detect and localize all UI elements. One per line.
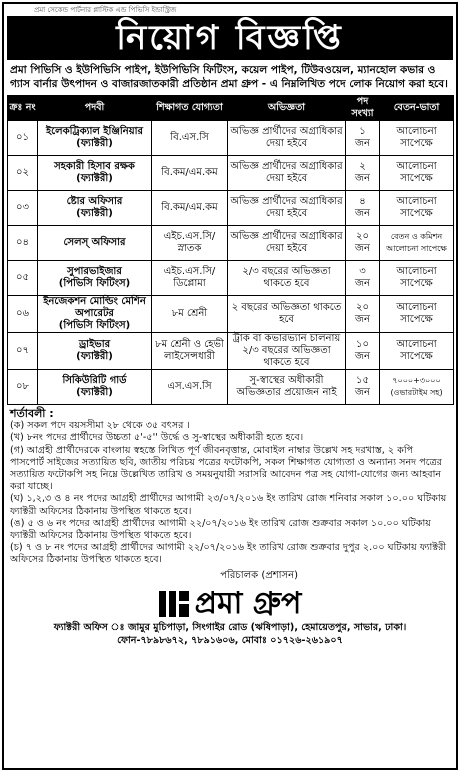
post-unit: জন [355, 278, 370, 289]
cell-count [346, 296, 380, 333]
cell-serial [8, 121, 38, 156]
experience-value: সু-স্বাস্থের অধীকারী অভিজ্ঞতার প্রয়োজন নাই [236, 375, 337, 398]
company-name: প্রমা গ্রুপ [194, 585, 302, 621]
table-row [8, 296, 454, 333]
cell-salary [380, 261, 454, 296]
cell-position [38, 226, 152, 261]
term-item: (গ) আগ্রহী প্রার্থীদেরকে বাংলায় স্বহস্তে লিখিত পূর্ণ জীবনবৃত্তান্ত, মোবাইল নাম্বার উল্লেখ সহ দরখাস্ত, ২ কপি পাসপোর্ট সাইজের সত্যায়িত ছবি, জাতীয় পরিচয় পত্রের ফটোকপি, সকল শিক্ষাগত যোগ্যতা ও অন্যান্য সনদ পত্রের সত্যায়িত ফটোকপি সহ নিম্নে উল্লেখিত তারিখ ও সময়নুযায়ী সরাসরি আবেদন পত্র সহ যোগা-যোগের জন্য আহবান করা যাচ্ছে। [10, 444, 442, 493]
signatory: পরিচালক (প্রশাসন) [220, 569, 298, 581]
position-title: সহকারী হিসাব রক্ষক [54, 161, 135, 172]
cell-count [346, 261, 380, 296]
header-cell-serial: ক্রঃ নং [8, 96, 38, 121]
post-unit: জন [355, 173, 370, 184]
cell-education [152, 296, 228, 333]
serial-number: ০৮ [16, 381, 29, 392]
contact-numbers: ফোন-৭৮৯৮৬৭২, ৭৮৯১৬০৬, মোবাঃ ০১৭২৬-২৬১৯০৭ [117, 634, 343, 646]
cell-position [38, 121, 152, 156]
cell-serial [8, 191, 38, 226]
cell-salary [380, 296, 454, 333]
cell-count [346, 191, 380, 226]
terms-section [4, 405, 456, 567]
salary-value: আলোচনা সাপেক্ষে [396, 266, 437, 289]
header-cell-experience: অভিজ্ঞতা [228, 96, 346, 121]
table-row [8, 156, 454, 191]
salary-value: বেতন ও কমিশন আলোচনা সাপেক্ষে [386, 232, 447, 253]
serial-number: ০৪ [16, 237, 29, 248]
factory-address: ফ্যাক্টরী অফিস ঃ জামুর মুচিপাড়া, সিংগাইর রোড (ঋষিপাড়া), হেমায়েতপুর, সাভার, ঢাকা। [53, 621, 407, 633]
experience-value: ট্রাক বা কভারভ্যান চালনায় ২/৩ বছরের অভিজ্ঞতা থাকতে হবে [232, 333, 341, 368]
serial-number: ০১ [16, 132, 29, 143]
post-unit: জন [355, 314, 370, 325]
position-title: ইনজেকশন মোল্ডিং মেশিন অপারেটর [43, 296, 146, 319]
position-location: (ফ্যাক্টরী) [76, 387, 113, 398]
brand-logo-icon [159, 589, 189, 619]
position-location: (ফ্যাক্টরী) [76, 138, 113, 149]
experience-value: অভিজ্ঞ প্রার্থীদের অগ্রাধিকার দেয়া হইবে [230, 196, 343, 219]
education-value: ৮ম শ্রেনী ও হেভী লাইসেন্সধারী [155, 339, 224, 362]
header-cell-education: শিক্ষাগত যোগ্যতা [152, 96, 228, 121]
education-value: ৮ম শ্রেনী [171, 308, 208, 319]
cell-count [346, 226, 380, 261]
position-location: (ফ্যাক্টরী) [76, 351, 113, 362]
position-title: ষ্টোর অফিসার [66, 196, 123, 207]
salary-value: ৭০০০+৩০০০ (ওভারটাইম সহ) [390, 376, 443, 397]
post-count: ১০ [356, 339, 369, 350]
salary-value: আলোচনা সাপেক্ষে [396, 339, 437, 362]
cell-count [346, 333, 380, 370]
post-count: ২ [359, 161, 366, 172]
cell-position [38, 191, 152, 226]
education-value: এস.এস.সি [167, 381, 212, 392]
cell-salary [380, 333, 454, 370]
cell-count [346, 156, 380, 191]
post-unit: জন [355, 387, 370, 398]
terms-heading: শর্তাবলী : [10, 407, 54, 420]
cell-serial [8, 226, 38, 261]
cell-position [38, 370, 152, 405]
experience-value: অভিজ্ঞ প্রার্থীদের অগ্রাধিকার দেয়া হইবে [230, 231, 343, 254]
education-value: বি.এস.সি [170, 132, 209, 143]
post-count: ২০ [355, 231, 369, 242]
cell-position [38, 296, 152, 333]
cell-education [152, 226, 228, 261]
top-strip: প্রমা সেকেন্ড পার্টনার প্লাস্টিক এন্ড পিভিসি ইন্ডাস্ট্রিজ [34, 6, 177, 14]
post-count: ৪ [359, 196, 366, 207]
table-row [8, 333, 454, 370]
experience-value: ২/৩ বছরের অভিজ্ঞতা থাকতে হবে [242, 266, 331, 289]
post-count: ১৫ [356, 375, 369, 386]
position-title: ইলেকট্রিক্যাল ইঞ্জিনিয়ার [45, 126, 144, 137]
cell-salary [380, 370, 454, 405]
table-row [8, 370, 454, 405]
post-unit: জন [355, 351, 370, 362]
serial-number: ০৩ [15, 202, 29, 213]
cell-experience [228, 261, 346, 296]
education-value: এইচ.এস.সি/ ডিপ্লোমা [163, 266, 216, 289]
cell-experience [228, 370, 346, 405]
cell-salary [380, 226, 454, 261]
experience-value: অভিজ্ঞ প্রার্থীদের অগ্রাধিকার দেয়া হইবে [230, 161, 343, 184]
cell-experience [228, 296, 346, 333]
term-item: (ঘ) ১,২,৩ ও ৪ নং পদের আগ্রহী প্রার্থীদের আগামী ২৩/০৭/২০১৬ ইং তারিখ রোজ শনিবার সকাল ১০.০০ ঘটিকায় ফ্যাক্টরী অফিসের ঠিকানায় উপস্থিত থাকতে হবে। [10, 493, 447, 517]
position-title: সিকিউরিটি গার্ড [62, 375, 127, 386]
header-cell-salary: বেতন-ভাতা [380, 96, 454, 121]
cell-salary [380, 191, 454, 226]
education-value: এইচ.এস.সি/ স্নাতক [163, 231, 216, 254]
cell-count [346, 121, 380, 156]
cell-position [38, 261, 152, 296]
cell-serial [8, 296, 38, 333]
table-row [8, 261, 454, 296]
post-unit: জন [355, 138, 370, 149]
cell-experience [228, 121, 346, 156]
cell-serial [8, 370, 38, 405]
position-title: সেলস্ অফিসার [63, 237, 126, 248]
cell-experience [228, 333, 346, 370]
cell-salary [380, 156, 454, 191]
cell-serial [8, 333, 38, 370]
experience-value: অভিজ্ঞ প্রার্থীদের অগ্রাধিকার দেয়া হইবে [230, 126, 343, 149]
position-location: (পিভিসি ফিটিংস) [58, 278, 131, 289]
serial-number: ০৭ [15, 345, 29, 356]
position-title: ড্রাইভার [78, 339, 111, 350]
experience-value: ২ বছরের অভিজ্ঞতা থাকতে হবে [231, 302, 342, 325]
post-count: ২০ [355, 302, 369, 313]
serial-number: ০৬ [15, 308, 29, 319]
salary-value: আলোচনা সাপেক্ষে [396, 161, 437, 184]
table-row [8, 121, 454, 156]
table-row [8, 226, 454, 261]
education-value: বি.কম/এম.কম [161, 167, 218, 178]
title-banner [7, 16, 453, 60]
jobs-table [7, 95, 454, 405]
position-location: (পিভিসি ফিটিংস) [58, 320, 131, 331]
position-location: (ফ্যাক্টরী) [76, 173, 113, 184]
salary-value: আলোচনা সাপেক্ষে [396, 302, 437, 325]
post-unit: জন [355, 208, 370, 219]
header-cell-position: পদবী [38, 96, 152, 121]
term-item: (খ) ৮নং পদের প্রার্থীদের উচ্চতা ৫'-৫'' উর্দ্ধে ও সু-স্বাস্থের অধীকারী হতে হবে। [10, 432, 304, 444]
term-item: (ঙ) ৫ ও ৬ নং পদের আগ্রহী প্রার্থীদের আগামী ২২/০৭/২০১৬ ইং তারিখ রোজ শুক্রবার সকাল ১০.০০ ঘটিকায় ফ্যাক্টরী অফিসের ঠিকানায় উপস্থিত থাকতে হবে। [10, 517, 431, 542]
cell-serial [8, 261, 38, 296]
cell-salary [380, 121, 454, 156]
term-item: (চ) ৭ ও ৮ নং পদের আগ্রহী প্রার্থীদের আগামী ২২/০৭/২০১৬ ইং তারিখ রোজ শুক্রবার দুপুর ২.০০ ঘটিকায় ফ্যাক্টরী অফিসের ঠিকানায় উপস্থিত থাকতে হবে। [10, 542, 447, 566]
term-item: (ক) সকল পদে বয়সসীমা ২৮ থেকে ৩৫ বৎসর । [10, 420, 190, 432]
cell-education [152, 121, 228, 156]
cell-education [152, 370, 228, 405]
salary-value: আলোচনা সাপেক্ষে [396, 126, 437, 149]
cell-position [38, 156, 152, 191]
serial-number: ০৫ [16, 272, 29, 283]
company-logo [4, 587, 456, 621]
cell-position [38, 333, 152, 370]
position-location: (ফ্যাক্টরী) [76, 208, 113, 219]
post-count: ১ [359, 126, 366, 137]
cell-education [152, 261, 228, 296]
cell-experience [228, 156, 346, 191]
job-notice [2, 2, 458, 770]
cell-experience [228, 226, 346, 261]
table-header-row [8, 96, 454, 121]
table-row [8, 191, 454, 226]
cell-count [346, 370, 380, 405]
intro-text: প্রমা পিভিসি ও ইউপিভিসি পাইপ, ইউপিভিসি ফিটিংস, কয়েল পাইপ, টিউবওয়েল, ম্যানহোল কভার ও গ্যাস বার্নার উৎপাদন ও বাজারজাতকারী প্রতিষ্ঠান প্রমা গ্রুপ - এ নিম্নলিখিত পদে লোক নিয়োগ করা হবে। [10, 64, 448, 90]
serial-number: ০২ [15, 167, 29, 178]
cell-education [152, 333, 228, 370]
cell-education [152, 191, 228, 226]
salary-value: আলোচনা সাপেক্ষে [396, 196, 437, 219]
cell-education [152, 156, 228, 191]
post-unit: জন [355, 243, 370, 254]
page-title: নিয়োগ বিজ্ঞপ্তি [116, 18, 344, 58]
education-value: বি.কম/এম.কম [161, 202, 218, 213]
post-count: ৩ [359, 266, 366, 277]
cell-experience [228, 191, 346, 226]
cell-serial [8, 156, 38, 191]
position-title: সুপারভাইজার [67, 266, 122, 277]
header-cell-count: পদ সংখ্যা [346, 96, 380, 121]
